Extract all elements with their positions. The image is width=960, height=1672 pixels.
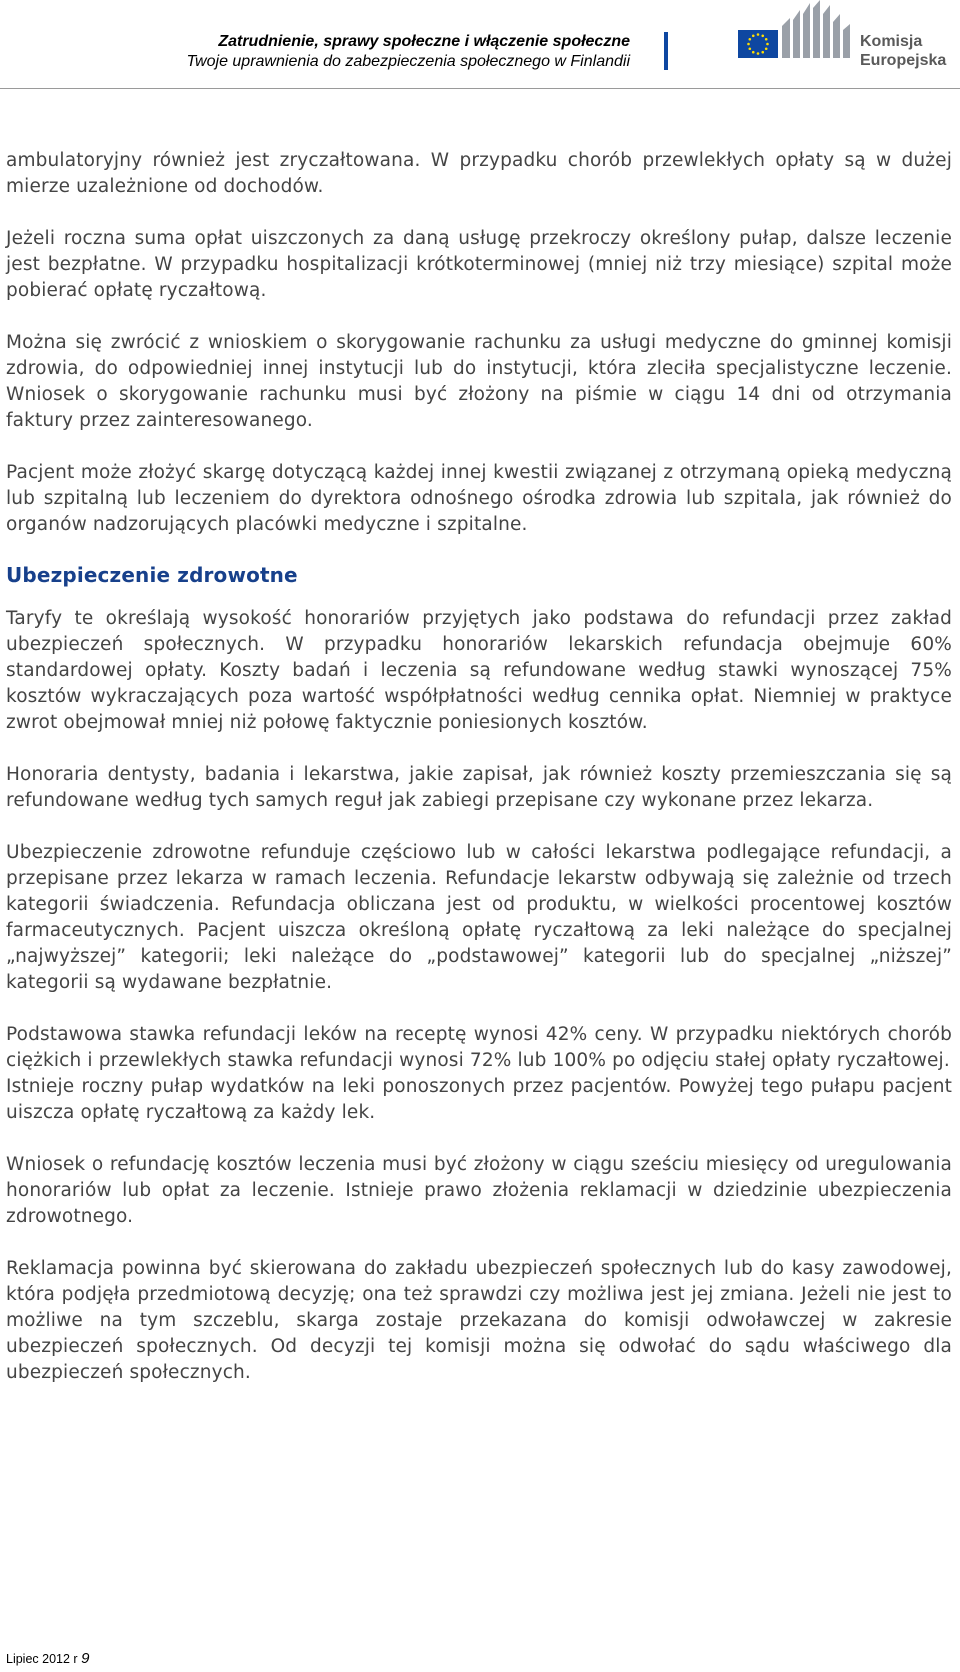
header-titles	[186, 32, 630, 72]
section-heading: Ubezpieczenie zdrowotne	[6, 563, 298, 587]
paragraph: Można się zwrócić z wnioskiem o skorygowanie rachunku za usługi medyczne do gminnej komisji zdrowia, do odpowiedniej innej instytucji lub do instytucji, która zleciła specjalistyczne leczenie. Wniosek o skorygowanie rachunku musi być złożony na piśmie w ciągu 14 dni od otrzymania faktury przez zainteresowanego.	[6, 332, 952, 431]
paragraph: Reklamacja powinna być skierowana do zakładu ubezpieczeń społecznych lub do kasy zawodowej, która podjęła przedmiotową decyzję; ona też sprawdzi czy możliwa jest jej zmiana. Jeżeli nie jest to możliwe na tym szczeblu, skarga zostaje przekazana do komisji odwoławczej w zakresie ubezpieczeń społecznych. Od decyzji tej komisji można się odwołać do sądu właściwego dla ubezpieczeń społecznych.	[6, 1258, 952, 1383]
ec-logo-line1: Komisja	[860, 33, 923, 50]
paragraph: Pacjent może złożyć skargę dotyczącą każdej innej kwestii związanej z otrzymaną opieką medyczną lub szpitalną lub leczeniem do dyrektora odnośnego ośrodka zdrowia lub szpitala, jak również do organów nadzorujących placówki medyczne i szpitalne.	[6, 462, 952, 535]
footer-date: Lipiec 2012 r	[6, 1652, 78, 1666]
paragraph: Wniosek o refundację kosztów leczenia musi być złożony w ciągu sześciu miesięcy od uregulowania honorariów lub opłat za leczenie. Istnieje prawo złożenia reklamacji w dziedzinie ubezpieczenia zdrowotnego.	[6, 1154, 952, 1227]
paragraph: Jeżeli roczna suma opłat uiszczonych za daną usługę przekroczy określony pułap, dalsze leczenie jest bezpłatne. W przypadku hospitalizacji krótkoterminowej (mniej niż trzy miesiące) szpital może pobierać opłatę ryczałtową.	[6, 228, 952, 301]
ec-logo-text	[860, 32, 946, 70]
header-subtitle: Twoje uprawnienia do zabezpieczenia społecznego w Finlandii	[186, 53, 630, 70]
paragraph: Istnieje roczny pułap wydatków na leki ponoszonych przez pacjentów. Powyżej tego pułapu pacjent uiszcza opłatę ryczałtową za każdy lek.	[6, 1076, 952, 1123]
paragraph: Honoraria dentysty, badania i lekarstwa, jakie zapisał, jak również koszty przemieszczania się są refundowane według tych samych reguł jak zabiegi przepisane czy wykonane przez lekarza.	[6, 764, 952, 811]
page-footer	[6, 1650, 89, 1667]
header-divider	[0, 88, 960, 89]
page-number: 9	[81, 1650, 90, 1667]
paragraph: Ubezpieczenie zdrowotne refunduje częściowo lub w całości lekarstwa podlegające refundacji, a przepisane przez lekarza w ramach leczenia. Refundacje lekarstw odbywają się zależnie od trzech kategorii świadczenia. Refundacja obliczana jest od produktu, w wielkości procentowej kosztów farmaceutycznych. Pacjent uiszcza określoną opłatę ryczałtową za leki należące do specjalnej „najwyższej” kategorii; leki należące do „podstawowej” kategorii lub do specjalnej „niższej” kategorii są wydawane bezpłatnie.	[6, 842, 952, 993]
header-separator	[664, 32, 668, 70]
document-body	[6, 148, 952, 1412]
paragraph: Podstawowa stawka refundacji leków na receptę wynosi 42% ceny. W przypadku niektórych chorób ciężkich i przewlekłych stawka refundacji wynosi 72% lub 100% po odjęciu stałej opłaty ryczałtowej.	[6, 1024, 952, 1071]
paragraph: Taryfy te określają wysokość honorariów przyjętych jako podstawa do refundacji przez zakład ubezpieczeń społecznych. W przypadku honorariów lekarskich refundacja obejmuje 60% standardowej opłaty. Koszty badań i leczenia są refundowane według stawki wynoszącej 75% kosztów wykraczających poza wartość współpłatności według cennika opłat. Niemniej w praktyce zwrot obejmował mniej niż połowę faktycznie poniesionych kosztów.	[6, 608, 952, 733]
paragraph: ambulatoryjny również jest zryczałtowana. W przypadku chorób przewlekłych opłaty są w dużej mierze uzależnione od dochodów.	[6, 150, 952, 197]
page-header	[0, 0, 960, 90]
ec-logo-line2: Europejska	[860, 52, 947, 69]
header-title: Zatrudnienie, sprawy społeczne i włączenie społeczne	[218, 33, 630, 50]
